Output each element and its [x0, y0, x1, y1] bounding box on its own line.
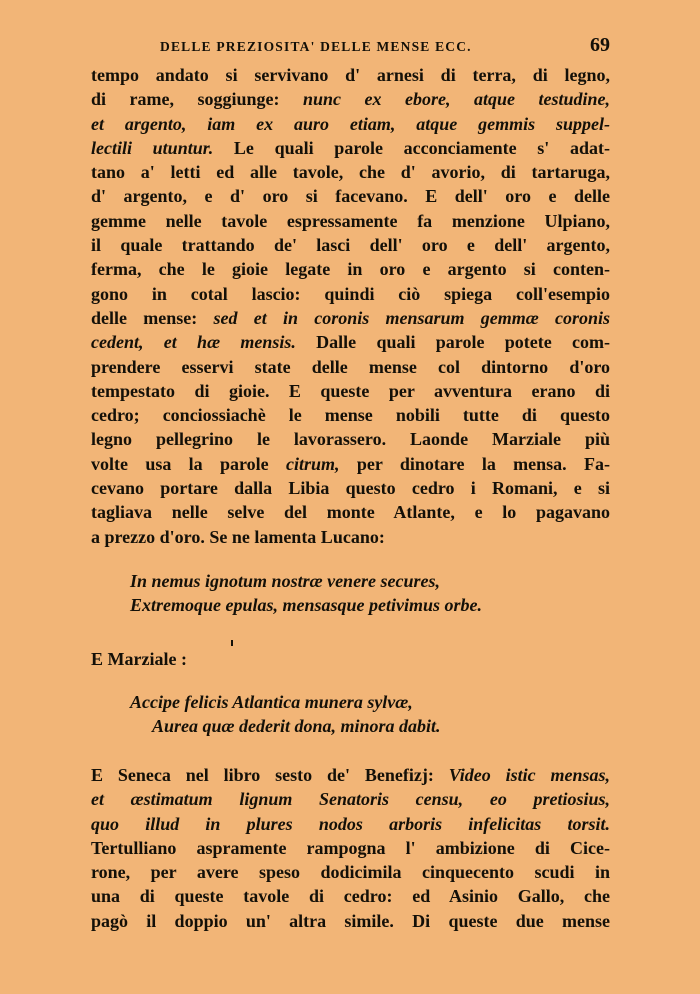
verse-2-line-1: Accipe felicis Atlantica munera sylvæ,	[130, 692, 413, 712]
paragraph2-line	[91, 812, 610, 836]
text-run: prendere esservi state delle mense col dintorno d'oro	[91, 356, 610, 377]
paragraph2-line	[91, 909, 610, 933]
paragraph1-line	[91, 160, 610, 184]
paragraph1-line	[91, 403, 610, 427]
text-run: delle mense:	[91, 307, 214, 328]
paragraph1-line	[91, 500, 610, 524]
page-number: 69	[590, 34, 610, 56]
paragraph1-line	[91, 87, 610, 111]
text-run: volte usa la parole	[91, 453, 286, 474]
text-run: il quale trattando de' lasci dell' oro e dell' argento,	[91, 235, 610, 256]
italic-quote: nunc ex ebore, atque testudine,	[303, 89, 610, 110]
paragraph-1	[91, 63, 610, 549]
paragraph1-line	[91, 452, 610, 476]
text-run: cevano portare dalla Libia questo cedro i Romani, e si	[91, 478, 610, 499]
italic-quote: et argento, iam ex auro etiam, atque gemmis suppel-	[91, 113, 610, 134]
verse-1-line-1: In nemus ignotum nostræ venere secures,	[130, 571, 441, 591]
paragraph1-line	[91, 427, 610, 451]
italic-quote: quo illud in plures nodos arboris infelicitas torsit.	[91, 813, 610, 834]
text-run: tagliava nelle selve del monte Atlante, e lo pagavano	[91, 502, 610, 523]
text-run: di rame, soggiunge:	[91, 89, 303, 110]
text-run: ferma, che le gioie legate in oro e argento si conten-	[91, 259, 610, 280]
paragraph1-line	[91, 112, 610, 136]
italic-quote: Video istic mensas,	[448, 765, 611, 785]
text-run: cedro; conciossiachè le mense nobili tutte di questo	[91, 405, 610, 426]
paragraph2-line	[91, 787, 610, 811]
paragraph1-line	[91, 184, 610, 208]
paragraph1-line	[91, 136, 610, 160]
text-run: E Seneca nel libro sesto de' Benefizj:	[91, 765, 449, 785]
paragraph2-line	[91, 836, 610, 860]
italic-quote: sed et in coronis mensarum gemmæ coronis	[213, 307, 611, 328]
text-run: tempestato di gioie. E queste per avventura erano di	[91, 380, 610, 401]
text-run: gono in cotal lascio: quindi ciò spiega coll'esempio	[91, 283, 610, 304]
paragraph2-line	[91, 763, 610, 787]
text-run: Tertulliano aspramente rampogna l' ambizione di Cice-	[91, 837, 610, 858]
marziale-intro: E Marziale :	[91, 649, 187, 669]
italic-quote: cedent, et hæ mensis.	[91, 332, 296, 353]
italic-quote: et æstimatum lignum Senatoris censu, eo pretiosius,	[91, 789, 610, 810]
paragraph1-line	[91, 525, 610, 549]
paragraph1-line	[91, 63, 610, 87]
text-run: una di queste tavole di cedro: ed Asinio Gallo, che	[91, 886, 610, 907]
text-run: pagò il doppio un' altra simile. Di queste due mense	[91, 910, 610, 931]
paragraph1-line	[91, 209, 610, 233]
italic-quote: citrum,	[286, 453, 340, 474]
paragraph1-line	[91, 330, 610, 354]
text-run: d' argento, e d' oro si facevano. E dell' oro e delle	[91, 186, 610, 207]
paragraph-2	[91, 763, 610, 933]
text-run: Dalle quali parole potete com-	[295, 332, 610, 353]
paragraph1-line	[91, 233, 610, 257]
text-run: gemme nelle tavole espressamente fa menzione Ulpiano,	[91, 210, 610, 231]
text-run: a prezzo d'oro. Se ne lamenta Lucano:	[91, 526, 385, 547]
print-speck	[231, 640, 233, 646]
page-header	[160, 36, 610, 60]
paragraph1-line	[91, 257, 610, 281]
paragraph1-line	[91, 355, 610, 379]
paragraph1-line	[91, 476, 610, 500]
text-run: legno pellegrino le lavorassero. Laonde Marziale più	[91, 429, 610, 450]
paragraph1-line	[91, 282, 610, 306]
text-run: tempo andato si servivano d' arnesi di terra, di legno,	[91, 65, 610, 85]
text-run: tano a' letti ed alle tavole, che d' avorio, di tartaruga,	[91, 162, 610, 183]
paragraph1-line	[91, 379, 610, 403]
paragraph1-line	[91, 306, 610, 330]
text-run: rone, per avere speso dodicimila cinquecento scudi in	[91, 862, 610, 883]
running-title: DELLE PREZIOSITA' DELLE MENSE ECC.	[160, 39, 472, 54]
paragraph2-line	[91, 884, 610, 908]
verse-1-line-2: Extremoque epulas, mensasque petivimus orbe.	[130, 595, 483, 615]
text-run: Le quali parole acconciamente s' adat-	[213, 137, 610, 158]
paragraph2-line	[91, 860, 610, 884]
italic-quote: lectili utuntur.	[91, 137, 214, 158]
text-run: per dinotare la mensa. Fa-	[339, 453, 610, 474]
verse-2-line-2: Aurea quæ dederit dona, minora dabit.	[152, 716, 441, 736]
